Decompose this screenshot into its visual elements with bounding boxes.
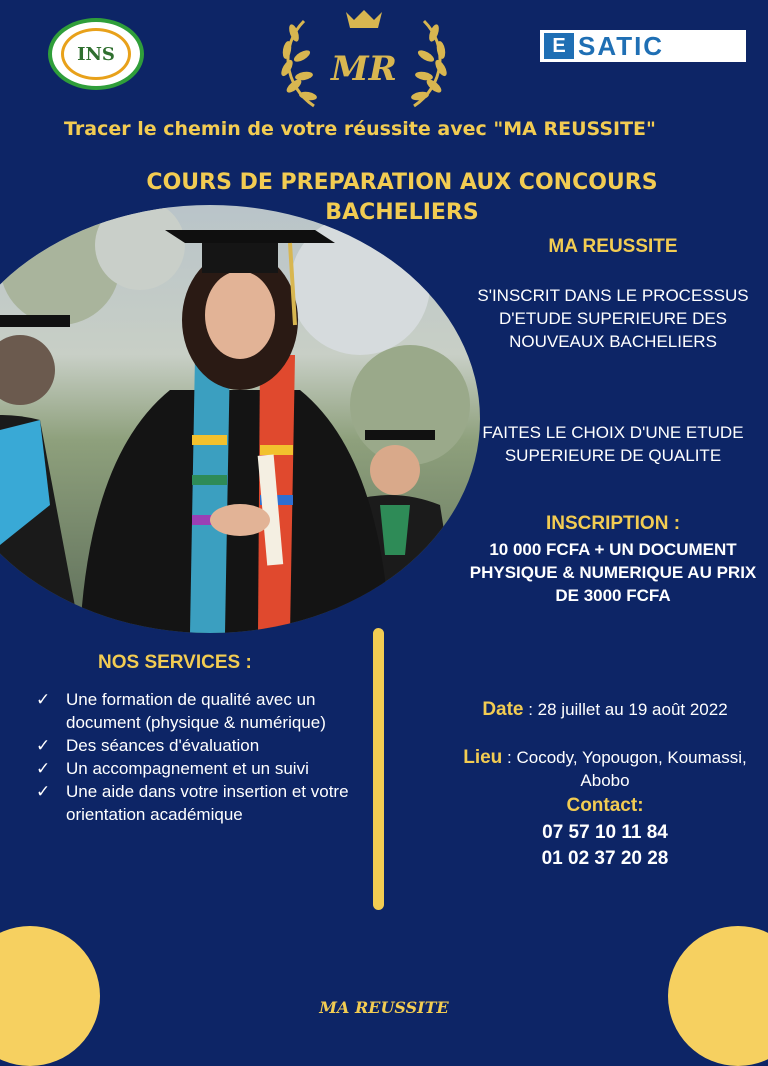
contact-phones (450, 820, 760, 872)
esatic-logo-text: SATIC (578, 31, 665, 61)
date-info (450, 698, 760, 721)
service-item: ✓ Une formation de qualité avec un document (physique & numérique) (36, 690, 326, 732)
tagline: Tracer le chemin de votre réussite avec "MA REUSSITE" (64, 118, 656, 140)
check-icon: ✓ (36, 690, 51, 709)
inscription-label: INSCRIPTION : (545, 513, 681, 534)
footer-brand: MA REUSSITE (319, 998, 449, 1017)
title-line-2: BACHELIERS (325, 200, 479, 225)
check-icon: ✓ (36, 782, 51, 801)
phone-number: 07 57 10 11 84 (542, 822, 668, 843)
decorative-circle-right (668, 926, 768, 1066)
date-label: Date (482, 699, 524, 720)
location-value: : Cocody, Yopougon, Koumassi, Abobo (502, 748, 747, 790)
mr-laurel-logo (274, 6, 454, 114)
service-item: ✓ Une aide dans votre insertion et votre orientation académique (36, 782, 349, 824)
brand-heading: MA REUSSITE (548, 236, 678, 257)
quality-paragraph: FAITES LE CHOIX D'UNE ETUDE SUPERIEURE DE QUALITE (482, 423, 744, 465)
intro-paragraph: S'INSCRIT DANS LE PROCESSUS D'ETUDE SUPERIEURE DES NOUVEAUX BACHELIERS (477, 286, 749, 351)
date-value: : 28 juillet au 19 août 2022 (523, 700, 728, 719)
ins-logo (48, 18, 144, 90)
service-item: ✓ Un accompagnement et un suivi (36, 759, 309, 778)
contact-label: Contact: (566, 795, 644, 816)
location-label: Lieu (463, 747, 503, 768)
location-info (450, 746, 760, 792)
mr-logo-text: MR (331, 49, 397, 89)
services-title: NOS SERVICES : (98, 652, 252, 673)
esatic-logo-mark: E (544, 33, 574, 59)
vertical-divider (373, 628, 384, 910)
check-icon: ✓ (36, 759, 51, 778)
phone-number: 01 02 37 20 28 (541, 848, 669, 869)
title-line-1: COURS DE PREPARATION AUX CONCOURS (146, 170, 658, 195)
graduate-photo (0, 205, 480, 633)
inscription-details: 10 000 FCFA + UN DOCUMENT PHYSIQUE & NUMERIQUE AU PRIX DE 3000 FCFA (469, 540, 757, 605)
decorative-circle-left (0, 926, 100, 1066)
ins-logo-text: INS (77, 43, 115, 65)
esatic-logo (540, 30, 746, 62)
service-item: ✓ Des séances d'évaluation (36, 736, 260, 755)
check-icon: ✓ (36, 736, 51, 755)
services-list (36, 688, 356, 826)
